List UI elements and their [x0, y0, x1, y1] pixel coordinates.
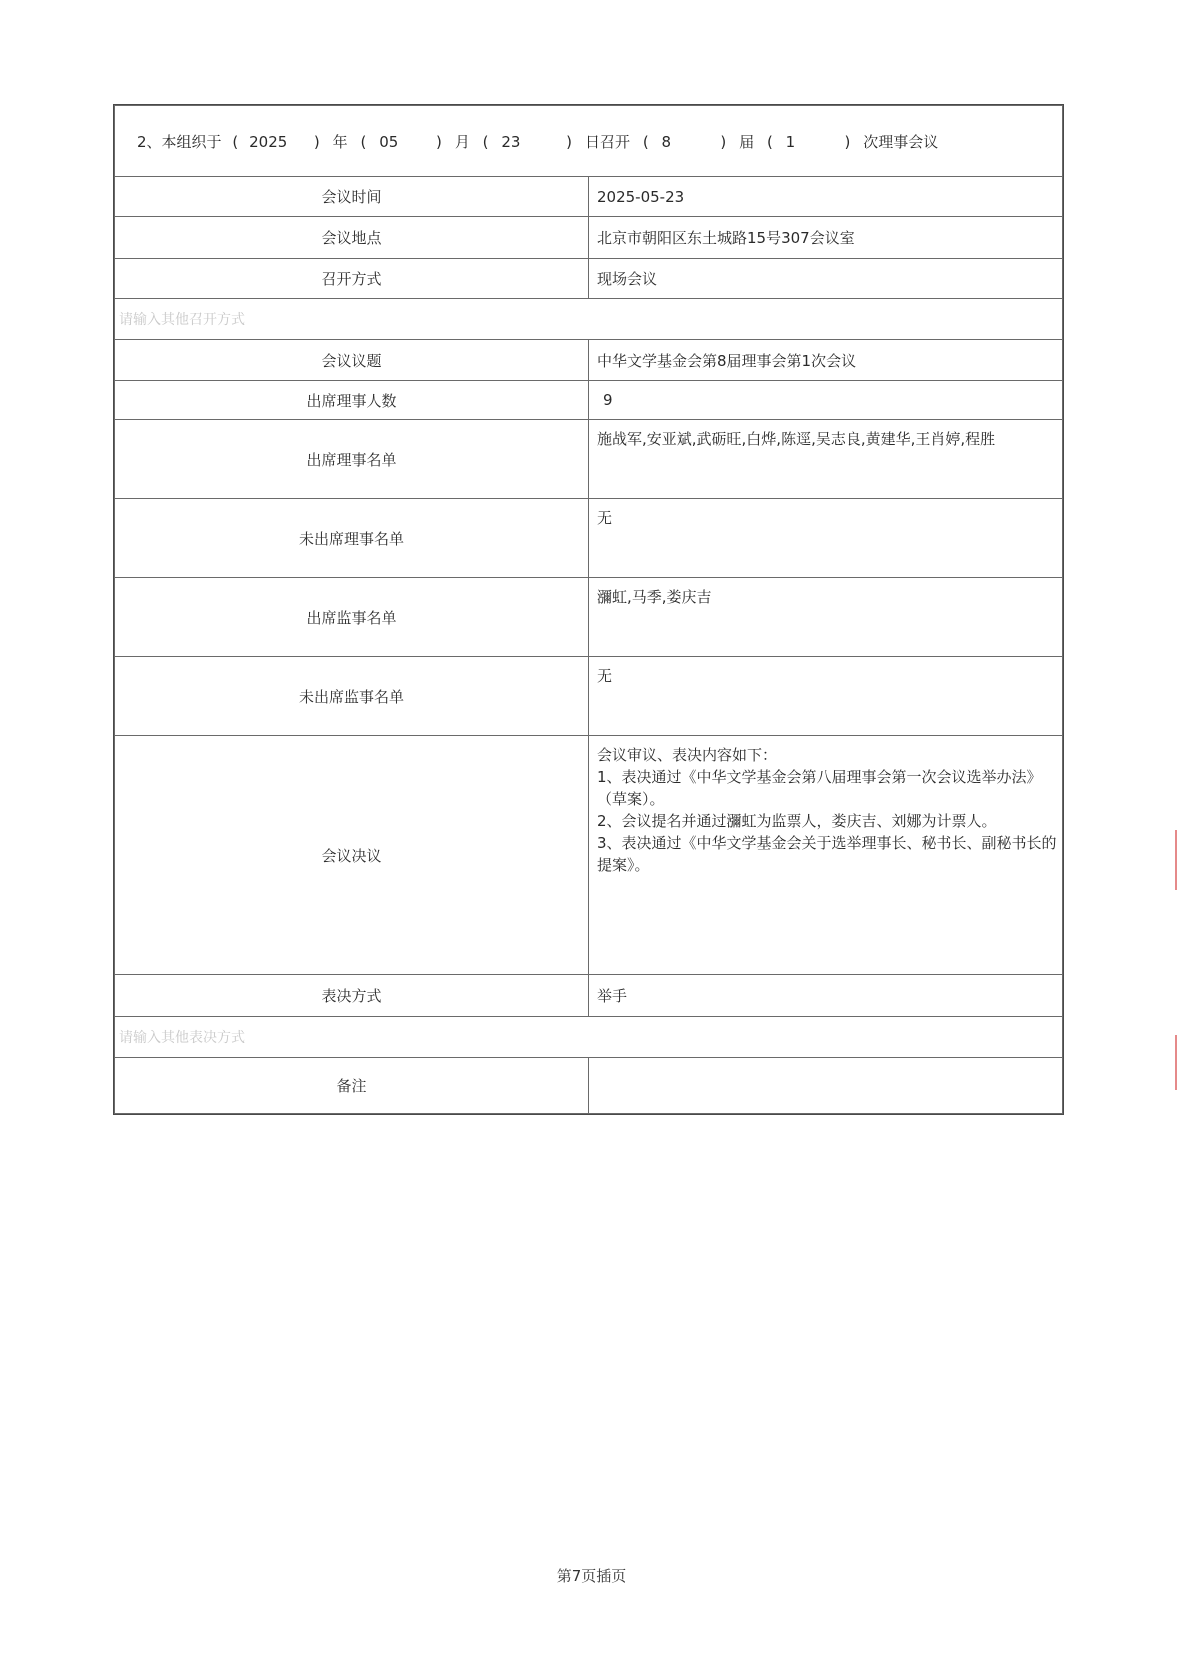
- value-vote-method: 举手: [589, 975, 1063, 1017]
- label-resolution: 会议决议: [115, 736, 589, 975]
- seal-edge-mark: [1175, 830, 1177, 890]
- value-absent-list: 无: [589, 499, 1063, 578]
- value-remarks: [589, 1058, 1063, 1114]
- meeting-record-form: [113, 104, 1064, 1115]
- label-time: 会议时间: [115, 177, 589, 217]
- row-attend-count: [115, 381, 1063, 420]
- value-time: 2025-05-23: [589, 177, 1063, 217]
- method-other-placeholder: 请输入其他召开方式: [115, 299, 1063, 340]
- row-supervisor-absent: [115, 657, 1063, 736]
- meeting-header-cell: 2、本组织于 ( 2025 ) 年 ( 05 ) 月 ( 23 ) 日召开 ( 8 ) 届 ( 1 ) 次理事会议: [115, 106, 1063, 177]
- value-supervisor-list: 瀰虹,马季,娄庆吉: [589, 578, 1063, 657]
- row-resolution: [115, 736, 1063, 975]
- header-day: 23: [501, 132, 521, 151]
- row-attend-list: [115, 420, 1063, 499]
- header-year: 2025: [249, 132, 288, 151]
- label-location: 会议地点: [115, 217, 589, 259]
- row-method-other: [115, 299, 1063, 340]
- row-time: [115, 177, 1063, 217]
- value-topic: 中华文学基金会第8届理事会第1次会议: [589, 340, 1063, 381]
- meeting-header-row: [115, 106, 1063, 177]
- value-attend-list: 施战军,安亚斌,武砺旺,白烨,陈逕,吴志良,黄建华,王肖婷,程胜: [589, 420, 1063, 499]
- label-supervisor-list: 出席监事名单: [115, 578, 589, 657]
- meeting-record-table: [114, 105, 1063, 1114]
- row-location: [115, 217, 1063, 259]
- page-footer: 第7页插页: [556, 1567, 627, 1585]
- row-vote-other: [115, 1017, 1063, 1058]
- header-year-unit: 年: [332, 132, 348, 151]
- label-attend-list: 出席理事名单: [115, 420, 589, 499]
- label-vote-method: 表决方式: [115, 975, 589, 1017]
- value-resolution: [589, 736, 1063, 975]
- value-method: 现场会议: [589, 259, 1063, 299]
- header-meeting-no: 1: [785, 132, 796, 151]
- vote-other-placeholder: 请输入其他表决方式: [115, 1017, 1063, 1058]
- seal-edge-mark: [1175, 1035, 1177, 1090]
- resolution-line: 2、会议提名并通过瀰虹为监票人，娄庆吉、刘娜为计票人。: [597, 812, 997, 830]
- header-day-unit: 日召开: [584, 132, 630, 151]
- resolution-line: 1、表决通过《中华文学基金会第八届理事会第一次会议选举办法》（草案）。: [597, 768, 1042, 808]
- label-topic: 会议议题: [115, 340, 589, 381]
- header-meeting-unit: 次理事会议: [863, 132, 939, 151]
- header-month-unit: 月: [454, 132, 470, 151]
- label-absent-list: 未出席理事名单: [115, 499, 589, 578]
- label-supervisor-absent: 未出席监事名单: [115, 657, 589, 736]
- header-session: 8: [661, 132, 672, 151]
- label-remarks: 备注: [115, 1058, 589, 1114]
- value-attend-count: 9: [589, 381, 1063, 420]
- row-remarks: [115, 1058, 1063, 1114]
- resolution-line: 会议审议、表决内容如下：: [597, 746, 778, 764]
- row-absent-list: [115, 499, 1063, 578]
- header-session-unit: 届: [739, 132, 755, 151]
- row-supervisor-list: [115, 578, 1063, 657]
- header-month: 05: [379, 132, 399, 151]
- resolution-line: 3、表决通过《中华文学基金会关于选举理事长、秘书长、副秘书长的提案》。: [597, 834, 1057, 874]
- row-method: [115, 259, 1063, 299]
- row-topic: [115, 340, 1063, 381]
- label-attend-count: 出席理事人数: [115, 381, 589, 420]
- label-method: 召开方式: [115, 259, 589, 299]
- value-supervisor-absent: 无: [589, 657, 1063, 736]
- value-location: 北京市朝阳区东土城路15号307会议室: [589, 217, 1063, 259]
- row-vote-method: [115, 975, 1063, 1017]
- header-prefix: 2、本组织于: [137, 132, 222, 151]
